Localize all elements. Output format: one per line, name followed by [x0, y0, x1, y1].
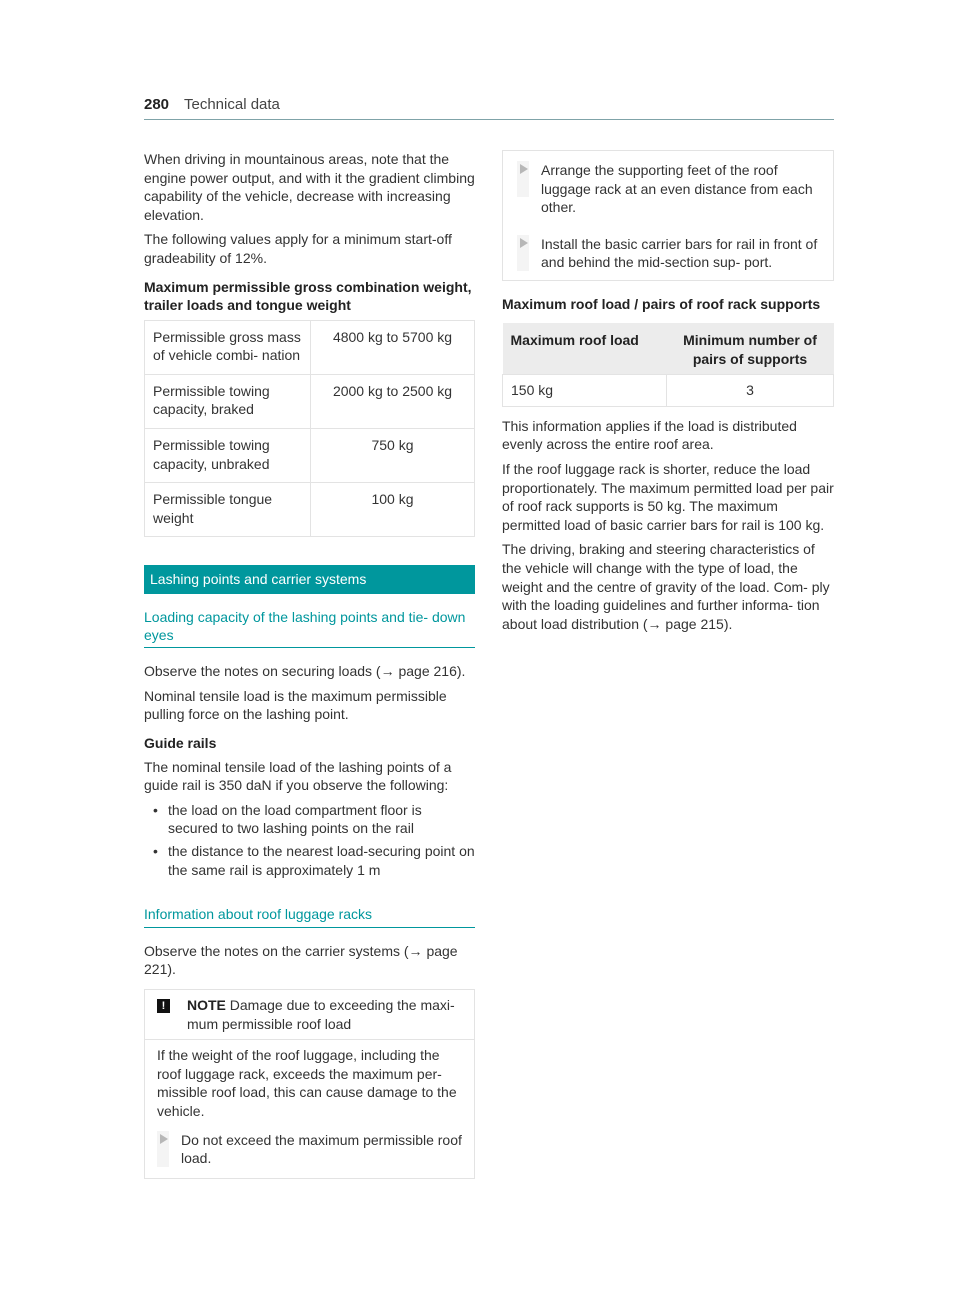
bullet-icon: • [153, 843, 158, 860]
weights-heading: Maximum permissible gross combination weight, trailer loads and tongue weight [144, 278, 472, 313]
roof-paragraph-3: The driving, braking and steering characteristics of the vehicle will change with the type of load, the weight and the centre of gravity of the load. Com- ply with the loading guidelines and further informa- tion about load distribution (→ page 215). [502, 541, 830, 632]
arrow-right-icon [517, 161, 529, 197]
table-row [503, 375, 834, 407]
arrow-right-icon [517, 235, 529, 271]
list-item-text: the load on the load compartment floor is secured to two lashing points on the rail [168, 801, 422, 837]
table-cell: 3 [667, 375, 834, 407]
section-bar: Lashing points and carrier systems [144, 565, 475, 594]
bullet-icon: • [153, 801, 158, 818]
step-text: Arrange the supporting feet of the roof luggage rack at an even distance from each other. [541, 162, 813, 216]
gradeability-paragraph: The following values apply for a minimum start-off gradeability of 12%. [144, 231, 452, 266]
left-column [144, 150, 475, 1179]
table-row [145, 320, 475, 374]
table-cell-value: 100 kg [311, 483, 475, 537]
table-header-row [503, 323, 834, 375]
table-cell-label: Permissible tongue weight [145, 483, 311, 537]
roof-info-paragraph: Observe the notes on the carrier systems (→ page 221). [144, 942, 458, 978]
lashing-paragraph-1: Observe the notes on securing loads (→ page 216). [144, 662, 466, 679]
weights-table [144, 320, 475, 538]
step-item [157, 1131, 462, 1168]
arrow-right-icon [157, 1131, 169, 1167]
roof-load-table [502, 323, 834, 407]
steps-box [502, 150, 834, 281]
roof-info-heading: Information about roof luggage racks [144, 905, 475, 928]
table-header-cell: Maximum roof load [503, 323, 667, 375]
lashing-paragraph-2: Nominal tensile load is the maximum permissible pulling force on the lashing point. [144, 687, 447, 723]
page-title: Technical data [184, 96, 280, 113]
table-header-cell: Minimum number of pairs of supports [667, 323, 834, 375]
note-header [145, 990, 474, 1040]
step-item [517, 235, 819, 272]
roof-paragraph-1: This information applies if the load is distributed evenly across the entire roof area. [502, 417, 797, 453]
guide-rails-heading: Guide rails [144, 734, 217, 751]
note-label: NOTE [187, 997, 226, 1014]
list-item [144, 801, 475, 838]
table-cell-label: Permissible towing capacity, braked [145, 374, 311, 428]
list-item [144, 842, 475, 879]
page-header [144, 96, 834, 120]
list-item-text: the distance to the nearest load-securing point on the same rail is approximately 1 m [168, 843, 475, 878]
table-row [145, 428, 475, 482]
step-text: Install the basic carrier bars for rail in front of and behind the mid-section sup- port. [541, 235, 818, 271]
exclamation-icon: ! [157, 999, 170, 1013]
table-cell-label: Permissible gross mass of vehicle combi- nation [145, 320, 311, 374]
table-cell-value: 4800 kg to 5700 kg [311, 320, 475, 374]
step-text: Do not exceed the maximum permissible roof load. [181, 1131, 462, 1167]
table-row [145, 374, 475, 428]
table-cell-label: Permissible towing capacity, unbraked [145, 428, 311, 482]
page-number: 280 [144, 96, 170, 113]
intro-paragraph: When driving in mountainous areas, note that the engine power output, and with it the gradient climbing capability of the vehicle, decrease with increasing elevation. [144, 151, 475, 223]
note-title: Damage due to exceeding the maxi- mum permissible roof load [187, 997, 455, 1032]
table-cell: 150 kg [503, 375, 667, 407]
step-item [517, 161, 819, 217]
table-row [145, 483, 475, 537]
note-text: If the weight of the roof luggage, including the roof luggage rack, exceeds the maximum per- missible roof load, this can cause damage to the vehicle. [157, 1047, 457, 1119]
note-box [144, 989, 475, 1179]
right-column [502, 150, 834, 639]
table-cell-value: 2000 kg to 2500 kg [311, 374, 475, 428]
lashing-heading: Loading capacity of the lashing points and tie- down eyes [144, 608, 475, 648]
roof-load-heading: Maximum roof load / pairs of roof rack supports [502, 295, 821, 312]
table-cell-value: 750 kg [311, 428, 475, 482]
roof-paragraph-2: If the roof luggage rack is shorter, reduce the load proportionately. The maximum permitted load per pair of roof rack supports is 50 kg. The maximum permitted load of basic carrier bars for rail is 100 kg. [502, 460, 834, 533]
note-body [145, 1040, 474, 1178]
guide-rails-paragraph: The nominal tensile load of the lashing points of a guide rail is 350 daN if you observe the following: [144, 758, 452, 794]
